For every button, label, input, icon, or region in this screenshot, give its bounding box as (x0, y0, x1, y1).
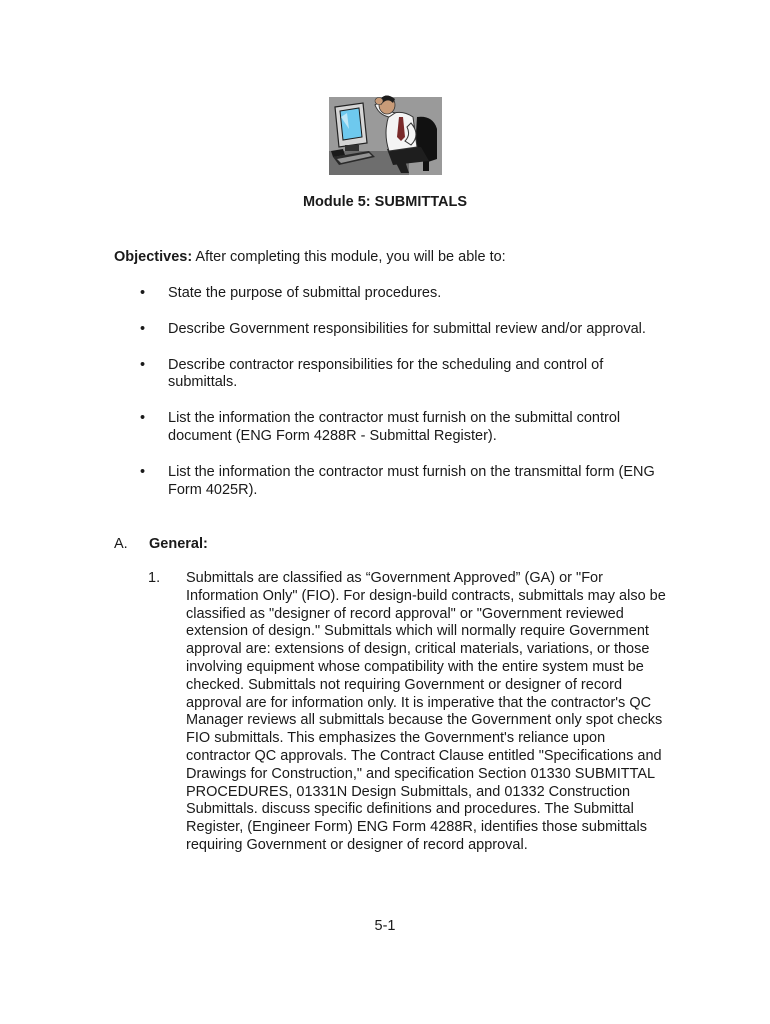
paragraph-number: 1. (148, 570, 161, 586)
bullet-icon: • (140, 463, 146, 480)
section-letter: A. (114, 536, 128, 552)
list-item-text: Describe Government responsibilities for submittal review and/or approval. (168, 320, 646, 337)
objectives-text: After completing this module, you will be able to: (195, 249, 506, 265)
bullet-icon: • (140, 410, 146, 427)
list-item-text: State the purpose of submittal procedures. (168, 285, 442, 301)
section-title: General: (149, 536, 208, 552)
list-item (140, 357, 660, 393)
page-title: Module 5: SUBMITTALS (302, 194, 468, 210)
numbered-paragraph (148, 570, 668, 855)
list-item (140, 285, 660, 303)
list-item (140, 321, 660, 339)
bullet-icon: • (140, 320, 146, 337)
bullet-icon: • (140, 356, 146, 373)
list-item-text: Describe contractor responsibilities for the scheduling and control of submittals. (168, 356, 604, 391)
list-item-text: List the information the contractor must furnish on the transmittal form (ENG Form 4025R). (168, 463, 655, 498)
objectives-label: Objectives: (114, 249, 193, 265)
page-number: 5-1 (374, 918, 396, 934)
list-item (140, 464, 660, 500)
paragraph-text: Submittals are classified as “Government Approved” (GA) or "For Information Only" (FIO). For design-build contracts, submittals may also be classified as "designer of record approval" or "Government reviewed extension of design." Submittals which will normally require Government approval are: extensions of design, critical materials, variations, or those involving equipment whose compatibility with the entire system must be checked. Submittals not requiring Government or designer of record approval are for information only. It is imperative that the contractor's QC Manager reviews all submittals because the Government only spot checks FIO submittals. This emphasizes the Government's reliance upon contractor QC approvals. The Contract Clause entitled "Specifications and Drawings for Construction," and specification Section 01330 SUBMITTAL PROCEDURES, 01331N Design Submittals, and 01332 Construction Submittals. discuss specific definitions and procedures. The Submittal Register, (Engineer Form) ENG Form 4288R, identifies those submittals requiring Government or designer of record approval. (186, 570, 666, 853)
list-item-text: List the information the contractor must furnish on the submittal control document (ENG Form 4288R - Submittal Register). (168, 410, 621, 444)
man-at-computer-clipart-icon (329, 89, 442, 175)
objectives-intro (114, 248, 506, 266)
bullet-icon: • (140, 285, 146, 301)
section-heading (114, 535, 208, 553)
objectives-list (140, 285, 660, 517)
list-item (140, 410, 660, 446)
